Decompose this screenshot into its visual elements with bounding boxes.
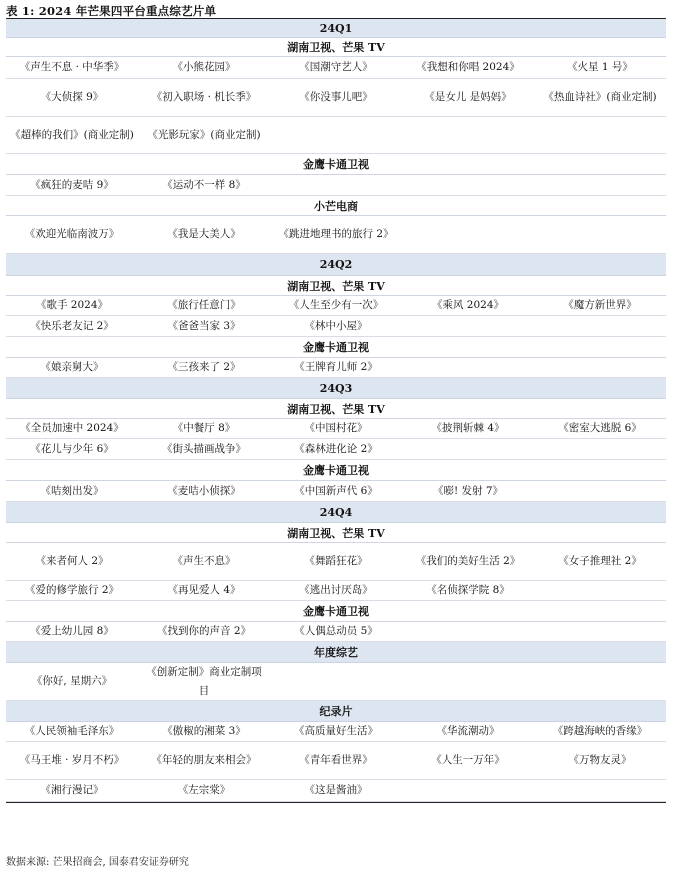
table-row <box>6 175 666 196</box>
program-cell <box>534 780 666 801</box>
program-cell <box>534 117 666 153</box>
program-cell: 《三孩来了 2》 <box>167 361 241 373</box>
section-header: 24Q3 <box>6 378 666 399</box>
program-cell: 《青年看世界》 <box>299 754 373 766</box>
program-cell: 《声生不息 · 中华季》 <box>19 61 125 73</box>
program-cell: 《热血诗社》(商业定制) <box>543 91 657 103</box>
program-cell: 《小熊花园》 <box>172 61 236 73</box>
program-cell <box>402 622 534 641</box>
table-row <box>6 543 666 581</box>
table-row <box>6 481 666 502</box>
program-cell: 《中国新声代 6》 <box>294 484 378 497</box>
program-cell: 《我是大美人》 <box>167 228 241 240</box>
program-cell: 《中餐厅 8》 <box>172 422 236 434</box>
program-cell: 《森林进化论 2》 <box>294 442 378 455</box>
program-cell: 《人生一万年》 <box>431 754 505 766</box>
program-cell <box>402 216 534 253</box>
table-row <box>6 439 666 460</box>
program-cell: 《麦咭小侦探》 <box>167 484 241 497</box>
program-cell: 《人生至少有一次》 <box>288 299 384 311</box>
program-table <box>6 18 666 803</box>
program-cell <box>402 439 534 459</box>
data-source-note: 数据来源: 芒果招商会, 国泰君安证券研究 <box>6 857 189 868</box>
program-cell <box>402 780 534 801</box>
program-cell: 《密室大逃脱 6》 <box>558 422 642 434</box>
platform-header: 金鹰卡通卫视 <box>6 460 666 481</box>
program-cell: 《我想和你唱 2024》 <box>416 61 520 73</box>
program-cell: 《嘭! 发射 7》 <box>432 484 504 497</box>
program-cell: 《旅行任意门》 <box>167 299 241 311</box>
program-cell <box>534 316 666 336</box>
table-row <box>6 117 666 154</box>
table-row <box>6 722 666 742</box>
program-cell: 《花儿与少年 6》 <box>30 442 114 455</box>
table-row <box>6 581 666 601</box>
program-cell <box>534 175 666 195</box>
table-row <box>6 57 666 79</box>
program-cell: 《歌手 2024》 <box>35 299 109 311</box>
program-cell: 《快乐老友记 2》 <box>30 319 114 332</box>
program-cell: 《万物友灵》 <box>568 754 632 766</box>
program-cell: 《大侦探 9》 <box>40 91 104 103</box>
program-cell <box>402 175 534 195</box>
program-cell: 《超棒的我们》(商业定制) <box>10 128 134 141</box>
program-cell: 《湘行漫记》 <box>40 784 104 796</box>
table-row <box>6 742 666 780</box>
program-cell: 《舞蹈狂花》 <box>304 555 368 567</box>
program-cell: 《欢迎光临南波万》 <box>24 228 120 240</box>
program-cell <box>534 622 666 641</box>
program-cell: 《爱上幼儿园 8》 <box>30 625 114 637</box>
program-cell: 《再见爱人 4》 <box>167 584 241 596</box>
program-cell: 《光影玩家》(商业定制) <box>147 128 261 141</box>
table-row <box>6 622 666 642</box>
table-row <box>6 780 666 802</box>
platform-header: 小芒电商 <box>6 196 666 216</box>
program-cell: 《来者何人 2》 <box>35 555 109 567</box>
program-cell: 《初入职场 · 机长季》 <box>151 91 257 103</box>
program-cell: 《人偶总动员 5》 <box>294 625 378 637</box>
program-cell: 《声生不息》 <box>172 555 236 567</box>
table-row <box>6 419 666 439</box>
program-cell: 《女子推理社 2》 <box>558 555 642 567</box>
program-cell <box>270 117 402 153</box>
program-cell: 《华流潮动》 <box>436 725 500 737</box>
program-cell: 《魔方新世界》 <box>563 299 637 311</box>
program-cell: 《运动不一样 8》 <box>162 178 246 191</box>
platform-header: 湖南卫视、芒果 TV <box>6 276 666 296</box>
platform-header: 金鹰卡通卫视 <box>6 154 666 175</box>
program-cell <box>534 358 666 377</box>
platform-header: 湖南卫视、芒果 TV <box>6 399 666 419</box>
platform-header: 湖南卫视、芒果 TV <box>6 523 666 543</box>
program-cell: 《我们的美好生活 2》 <box>415 555 521 567</box>
program-cell: 《咭刻出发》 <box>40 484 104 497</box>
program-cell: 《人民领袖毛泽东》 <box>24 725 120 737</box>
program-cell: 《找到你的声音 2》 <box>156 625 252 637</box>
program-cell: 《王牌育儿师 2》 <box>294 361 378 373</box>
table-row <box>6 358 666 378</box>
program-cell <box>534 216 666 253</box>
program-cell: 《爱的修学旅行 2》 <box>24 584 120 596</box>
program-cell <box>534 481 666 501</box>
program-cell: 《你没事儿吧》 <box>299 91 373 103</box>
table-title: 表 1: 2024 年芒果四平台重点综艺片单 <box>6 4 217 18</box>
program-cell: 《你好, 星期六》 <box>31 675 113 687</box>
program-cell: 《高质量好生活》 <box>294 725 378 737</box>
program-cell: 《乘风 2024》 <box>431 299 505 311</box>
table-row <box>6 316 666 337</box>
program-cell <box>270 175 402 195</box>
program-cell <box>270 663 402 700</box>
section-header: 24Q2 <box>6 254 666 276</box>
program-cell <box>534 439 666 459</box>
platform-header: 金鹰卡通卫视 <box>6 337 666 358</box>
program-cell: 《逃出讨厌岛》 <box>299 584 373 596</box>
program-cell <box>534 663 666 700</box>
program-cell: 《爸爸当家 3》 <box>167 319 241 332</box>
program-cell: 《是女儿 是妈妈》 <box>424 91 512 103</box>
program-cell <box>534 581 666 600</box>
program-cell: 《创新定制》商业定制项目 <box>146 665 262 697</box>
table-row <box>6 296 666 316</box>
program-cell: 《跨越海峡的香缘》 <box>552 725 648 737</box>
program-cell: 《傲椒的湘菜 3》 <box>162 725 246 737</box>
program-cell: 《全员加速中 2024》 <box>20 422 124 434</box>
program-cell: 《年轻的朋友来相会》 <box>151 754 257 766</box>
section-header: 年度综艺 <box>6 642 666 663</box>
program-cell: 《名侦探学院 8》 <box>426 584 510 596</box>
table-row <box>6 79 666 117</box>
table-row <box>6 663 666 701</box>
section-header: 24Q1 <box>6 19 666 38</box>
program-cell: 《疯狂的麦咭 9》 <box>30 178 114 191</box>
program-cell <box>402 316 534 336</box>
platform-header: 金鹰卡通卫视 <box>6 601 666 622</box>
program-cell: 《街头描画战争》 <box>162 442 246 455</box>
program-cell: 《披荆斩棘 4》 <box>431 422 505 434</box>
program-cell: 《娘亲舅大》 <box>40 361 104 373</box>
program-cell <box>402 117 534 153</box>
platform-header: 湖南卫视、芒果 TV <box>6 38 666 57</box>
program-cell: 《国潮守艺人》 <box>299 61 373 73</box>
program-cell: 《跳进地理书的旅行 2》 <box>278 228 394 240</box>
program-cell: 《马王堆 · 岁月不朽》 <box>19 754 125 766</box>
section-header: 24Q4 <box>6 502 666 523</box>
table-row <box>6 216 666 254</box>
program-cell: 《这是酱油》 <box>304 784 368 796</box>
program-cell <box>402 663 534 700</box>
program-cell: 《火星 1 号》 <box>567 61 633 73</box>
program-cell: 《林中小屋》 <box>304 319 368 332</box>
program-cell: 《中国村花》 <box>304 422 368 434</box>
section-header: 纪录片 <box>6 701 666 722</box>
program-cell: 《左宗棠》 <box>177 784 231 796</box>
program-cell <box>402 358 534 377</box>
